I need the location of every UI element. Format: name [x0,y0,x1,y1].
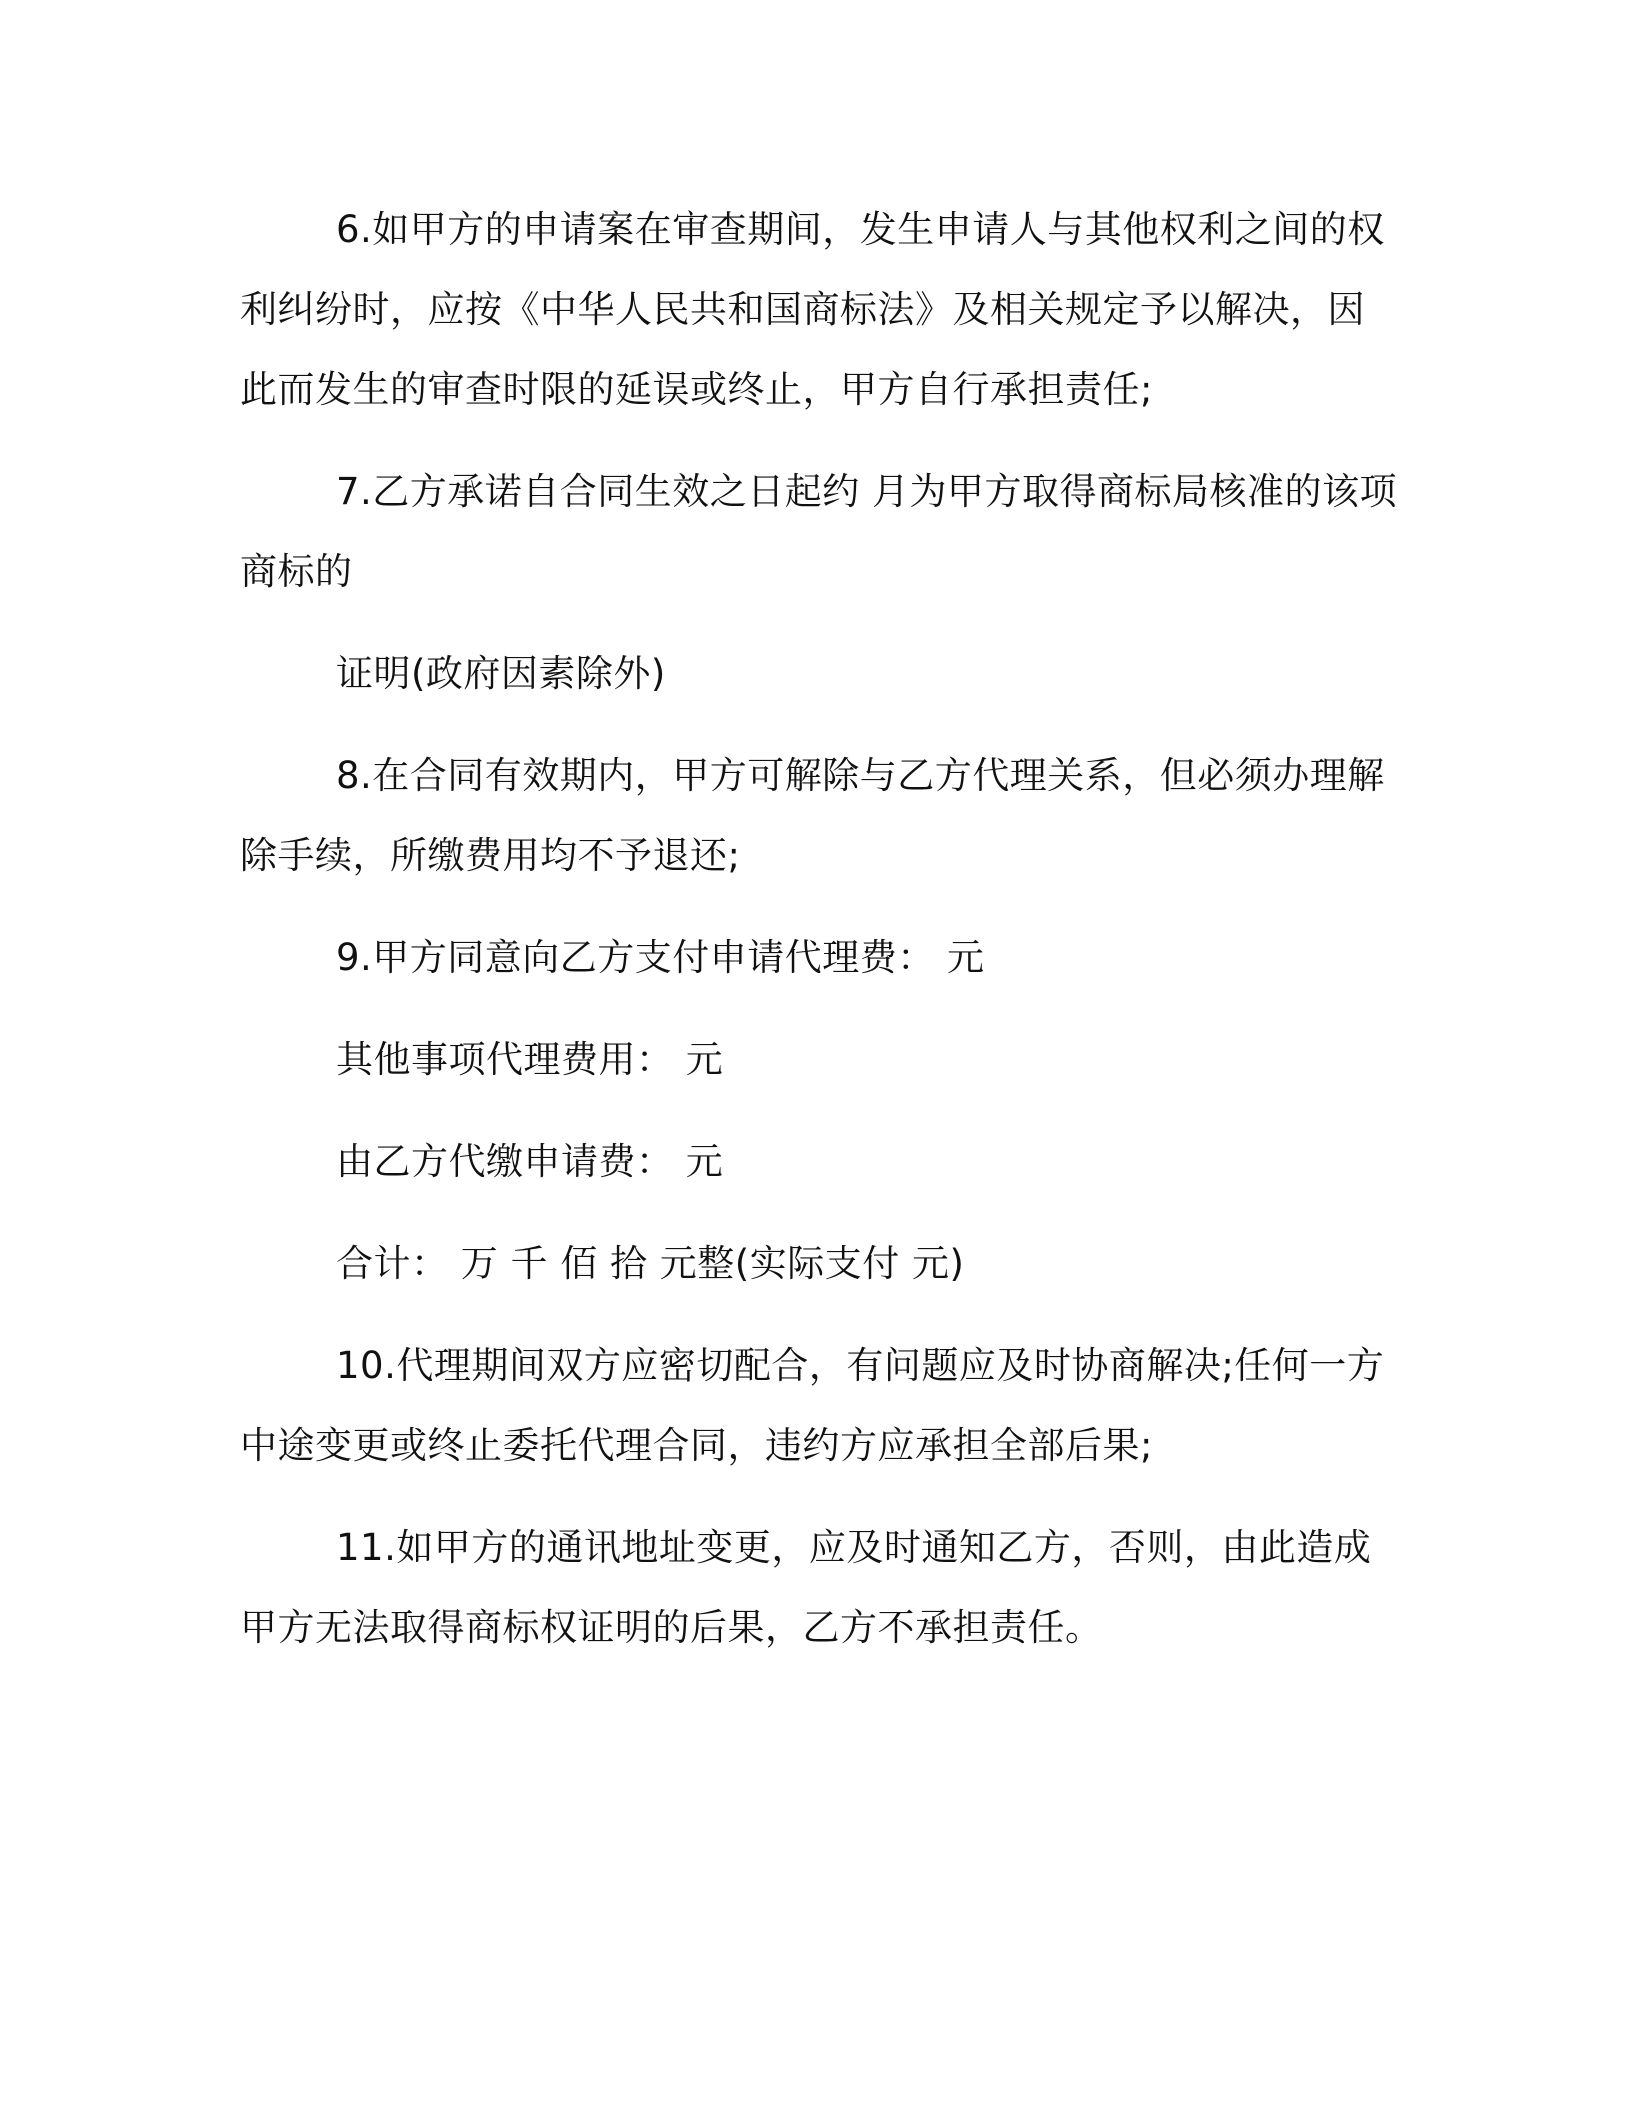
fee-application-line: 由乙方代缴申请费： 元 [336,1140,724,1183]
clause-6-line-3: 此而发生的审查时限的延误或终止，甲方自行承担责任; [240,368,1153,411]
clause-10 [240,1326,1390,1486]
clause-6-line-1: 6.如甲方的申请案在审查期间，发生申请人与其他权利之间的权 [336,208,1385,251]
clause-6 [240,190,1390,430]
fee-other-line: 其他事项代理费用： 元 [336,1038,724,1081]
fee-other [240,1020,1390,1100]
clause-7 [240,452,1398,612]
clause-11 [240,1508,1390,1668]
document-body [240,190,1398,1690]
clause-11-line-1: 11.如甲方的通讯地址变更，应及时通知乙方，否则，由此造成 [336,1526,1372,1569]
clause-8 [240,736,1390,896]
clause-8-line-1: 8.在合同有效期内，甲方可解除与乙方代理关系，但必须办理解 [336,754,1385,797]
clause-6-line-2: 利纠纷时，应按《中华人民共和国商标法》及相关规定予以解决，因 [240,288,1365,331]
clause-9-line: 9.甲方同意向乙方支付申请代理费： 元 [336,936,985,979]
clause-7-continuation [240,634,1390,714]
clause-9 [240,918,1390,998]
fee-application [240,1122,1390,1202]
clause-7-line-1: 7.乙方承诺自合同生效之日起约 月为甲方取得商标局核准的该项 [336,470,1398,513]
clause-10-line-1: 10.代理期间双方应密切配合，有问题应及时协商解决;任何一方 [336,1344,1385,1387]
clause-7-line-2: 商标的 [240,550,353,593]
clause-8-line-2: 除手续，所缴费用均不予退还; [240,834,741,877]
clause-7-continuation-line: 证明(政府因素除外) [336,652,666,695]
clause-11-line-2: 甲方无法取得商标权证明的后果，乙方不承担责任。 [240,1606,1103,1649]
clause-10-line-2: 中途变更或终止委托代理合同，违约方应承担全部后果; [240,1424,1153,1467]
fee-total [240,1224,1390,1304]
fee-total-line: 合计： 万 千 佰 拾 元整(实际支付 元) [336,1242,965,1285]
